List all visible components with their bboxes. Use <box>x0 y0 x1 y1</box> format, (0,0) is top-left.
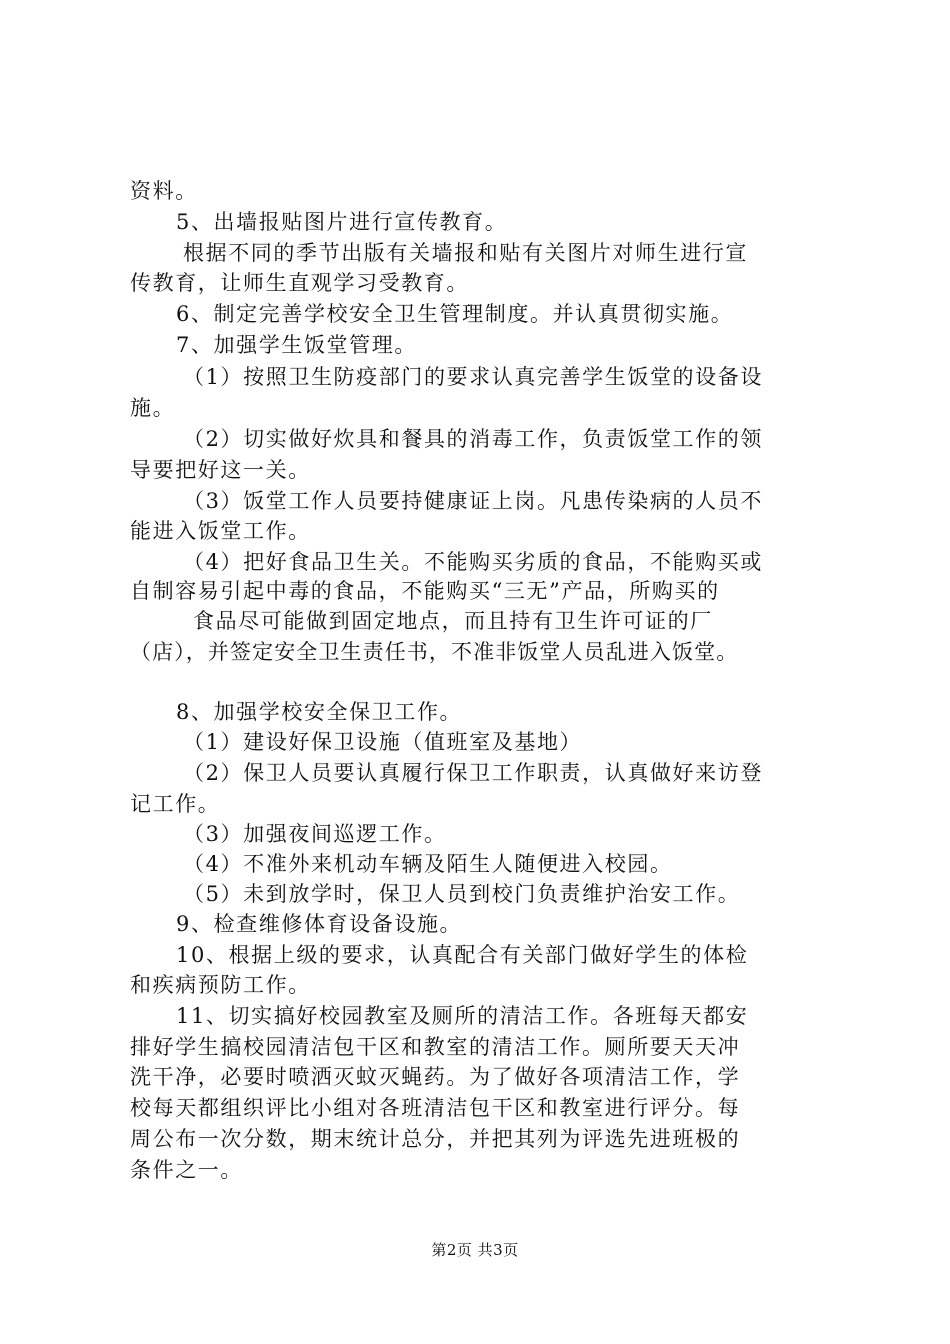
text-line: 施。 <box>130 396 176 420</box>
page-footer: 第2页 共3页 <box>431 1241 519 1259</box>
text-line: （2）切实做好炊具和餐具的消毒工作，负责饭堂工作的领 <box>183 427 763 451</box>
text-line: 10、根据上级的要求，认真配合有关部门做好学生的体检 <box>176 943 749 967</box>
text-line: 11、切实搞好校园教室及厕所的清洁工作。各班每天都安 <box>176 1004 749 1028</box>
text-line: （4）不准外来机动车辆及陌生人随便进入校园。 <box>183 852 673 876</box>
text-line: （4）把好食品卫生关。不能购买劣质的食品，不能购买或 <box>183 550 763 574</box>
text-line: 9、检查维修体育设备设施。 <box>176 912 463 936</box>
text-line: 排好学生搞校园清洁包干区和教室的清洁工作。厕所要天天冲 <box>130 1035 741 1059</box>
text-line: （3）饭堂工作人员要持健康证上岗。凡患传染病的人员不 <box>183 489 763 513</box>
text-line: （店），并签定安全卫生责任书，不准非饭堂人员乱进入饭堂。 <box>130 640 739 664</box>
text-line: 7、加强学生饭堂管理。 <box>176 333 417 357</box>
text-line: 传教育，让师生直观学习受教育。 <box>130 271 469 295</box>
text-line: 和疾病预防工作。 <box>130 973 311 997</box>
text-line: （3）加强夜间巡逻工作。 <box>183 822 447 846</box>
text-line: 能进入饭堂工作。 <box>130 519 311 543</box>
text-line: 食品尽可能做到固定地点，而且持有卫生许可证的厂 <box>193 609 713 633</box>
text-line: 6、制定完善学校安全卫生管理制度。并认真贯彻实施。 <box>176 302 734 326</box>
text-line: （1）按照卫生防疫部门的要求认真完善学生饭堂的设备设 <box>183 365 763 389</box>
text-line: 资料。 <box>130 179 198 203</box>
text-line: （5）未到放学时，保卫人员到校门负责维护治安工作。 <box>183 882 741 906</box>
text-line: 周公布一次分数，期末统计总分，并把其列为评选先进班极的 <box>130 1127 741 1151</box>
text-line: （2）保卫人员要认真履行保卫工作职责，认真做好来访登 <box>183 761 763 785</box>
text-line: 8、加强学校安全保卫工作。 <box>176 700 463 724</box>
text-line: 自制容易引起中毒的食品，不能购买“三无”产品，所购买的 <box>130 579 720 603</box>
text-line: 导要把好这一关。 <box>130 458 311 482</box>
text-line: 条件之一。 <box>130 1158 243 1182</box>
text-line: 根据不同的季节出版有关墙报和贴有关图片对师生进行宣 <box>183 241 748 265</box>
text-line: 校每天都组织评比小组对各班清洁包干区和教室进行评分。每 <box>130 1096 741 1120</box>
text-line: 5、出墙报贴图片进行宣传教育。 <box>176 210 508 234</box>
text-line: 记工作。 <box>130 792 221 816</box>
text-line: 洗干净，必要时喷洒灭蚊灭蝇药。为了做好各项清洁工作，学 <box>130 1065 741 1089</box>
text-line: （1）建设好保卫设施（值班室及基地） <box>183 730 583 754</box>
